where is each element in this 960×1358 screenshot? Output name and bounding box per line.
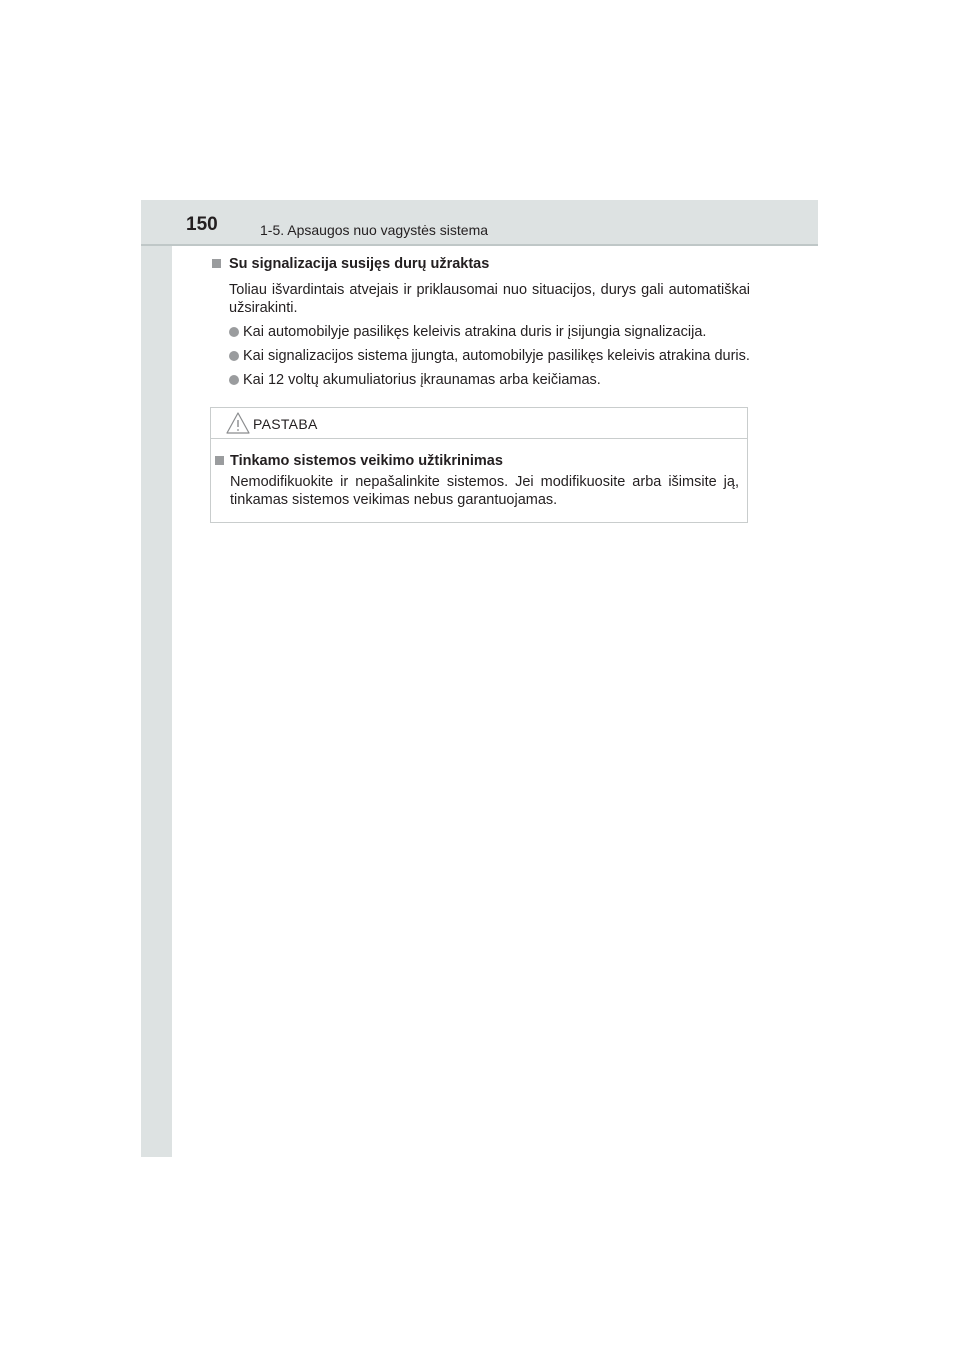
notice-heading	[211, 452, 739, 470]
round-bullet-icon	[229, 375, 239, 385]
list-item	[229, 347, 750, 365]
list-item	[229, 371, 750, 389]
side-band	[141, 200, 172, 1157]
square-bullet-icon	[215, 456, 224, 465]
round-bullet-icon	[229, 327, 239, 337]
intro-paragraph: Toliau išvardintais atvejais ir priklausomai nuo situacijos, durys gali automatiškai užsirakinti.	[229, 282, 750, 316]
list-item-text: Kai signalizacijos sistema įjungta, automobilyje pasilikęs keleivis atrakina duris.	[243, 348, 750, 364]
square-bullet-icon	[212, 259, 221, 268]
notice-header	[211, 408, 747, 439]
notice-box	[210, 407, 748, 523]
list-item-text: Kai automobilyje pasilikęs keleivis atrakina duris ir įsijungia signalizacija.	[243, 324, 707, 340]
list-item-text: Kai 12 voltų akumuliatorius įkraunamas arba keičiamas.	[243, 372, 601, 388]
section-title: 1-5. Apsaugos nuo vagystės sistema	[260, 222, 489, 238]
round-bullet-icon	[229, 351, 239, 361]
main-content	[210, 255, 750, 389]
notice-heading-text: Tinkamo sistemos veikimo užtikrinimas	[230, 453, 503, 469]
notice-text: Nemodifikuokite ir nepašalinkite sistemos. Jei modifikuosite arba išimsite ją, tinkamas sistemos veikimas nebus garantuojamas.	[230, 474, 739, 508]
list-item	[229, 323, 750, 341]
section-heading	[210, 255, 750, 273]
page-number: 150	[186, 214, 218, 235]
section-heading-text: Su signalizacija susijęs durų užraktas	[229, 256, 490, 272]
warning-icon	[226, 412, 250, 434]
notice-label: PASTABA	[253, 416, 318, 432]
notice-body	[211, 439, 747, 509]
header-rule	[141, 244, 818, 246]
